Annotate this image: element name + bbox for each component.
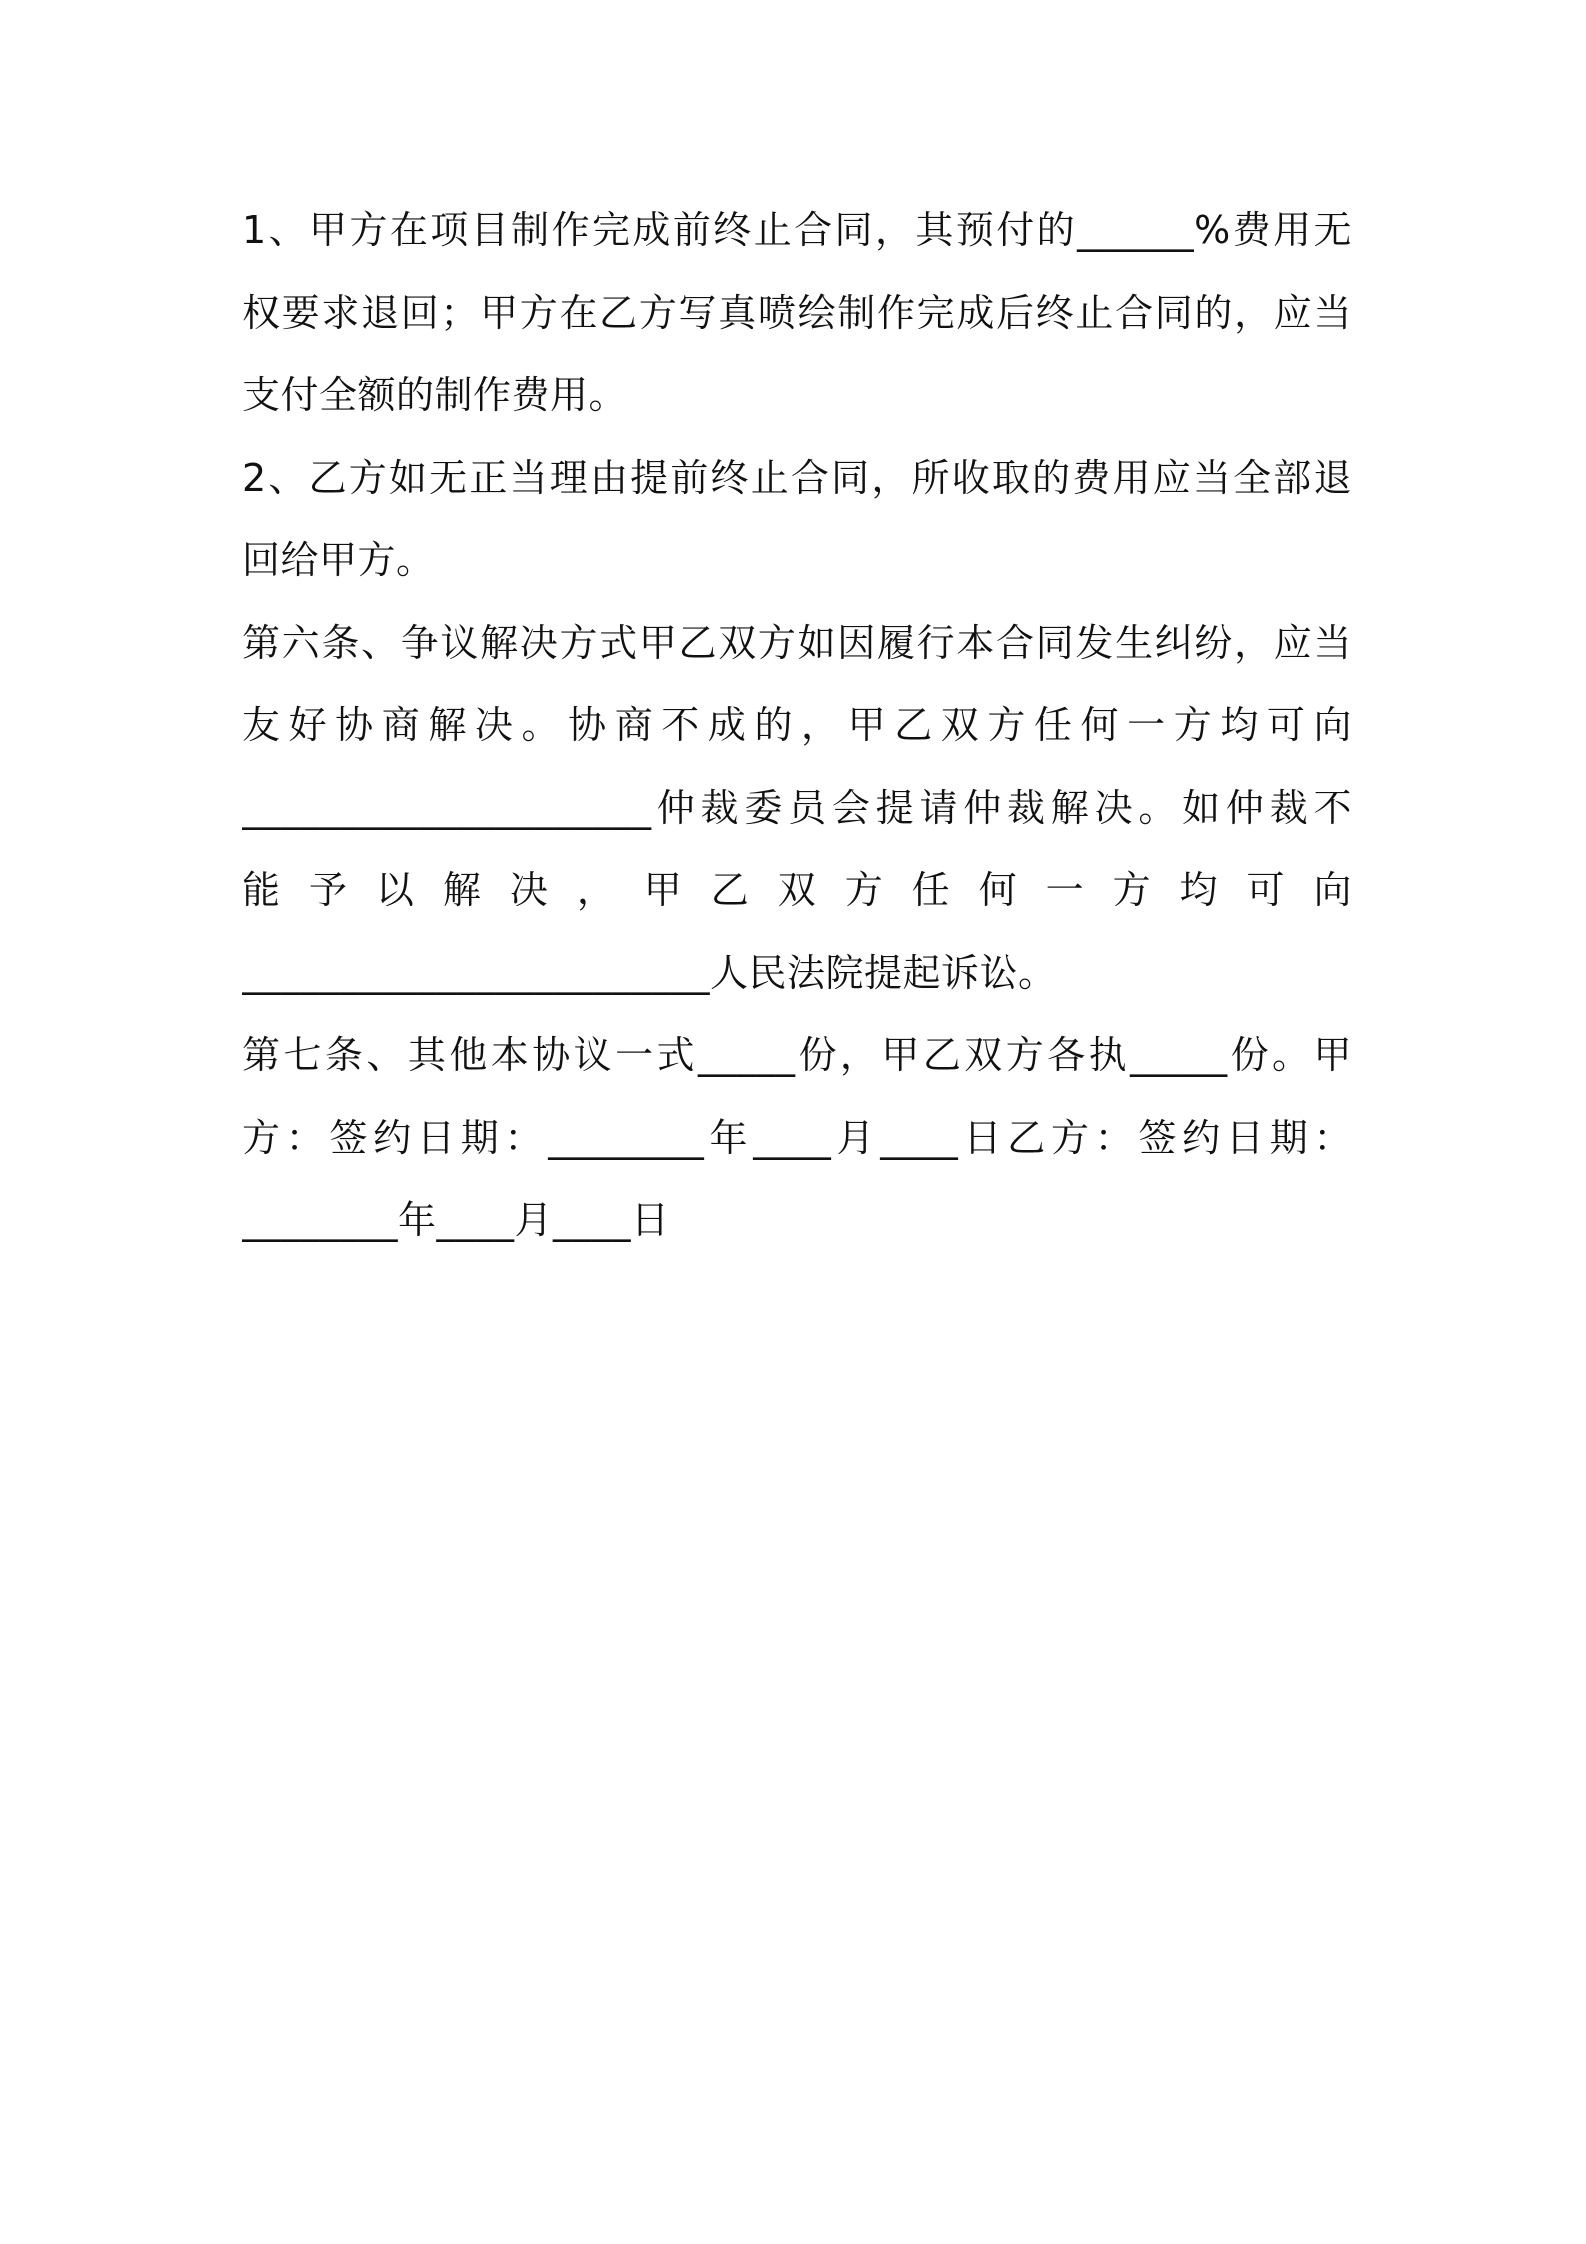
- text-line: 回给甲方。: [242, 538, 435, 582]
- text-line: 支付全额的制作费用。: [242, 373, 628, 417]
- text-line: ________年____月____日: [242, 1198, 670, 1242]
- text-line: 权要求退回；甲方在乙方写真喷绘制作完成后终止合同的，应当: [242, 291, 1352, 335]
- text-line: 能予以解决，甲乙双方任何一方均可向: [242, 868, 1352, 912]
- text-line: 2、乙方如无正当理由提前终止合同，所收取的费用应当全部退: [242, 456, 1352, 500]
- text-line: 方：签约日期：________年____月____日乙方：签约日期：: [242, 1116, 1352, 1160]
- text-line: 友好协商解决。协商不成的，甲乙双方任何一方均可向: [242, 703, 1352, 747]
- text-line: 第七条、其他本协议一式_____份，甲乙双方各执_____份。甲: [242, 1033, 1352, 1077]
- text-line: ________________________人民法院提起诉讼。: [242, 951, 1057, 995]
- text-line: _____________________仲裁委员会提请仲裁解决。如仲裁不: [242, 786, 1352, 830]
- text-line: 1、甲方在项目制作完成前终止合同，其预付的______%费用无: [242, 208, 1352, 252]
- text-line: 第六条、争议解决方式甲乙双方如因履行本合同发生纠纷，应当: [242, 621, 1352, 665]
